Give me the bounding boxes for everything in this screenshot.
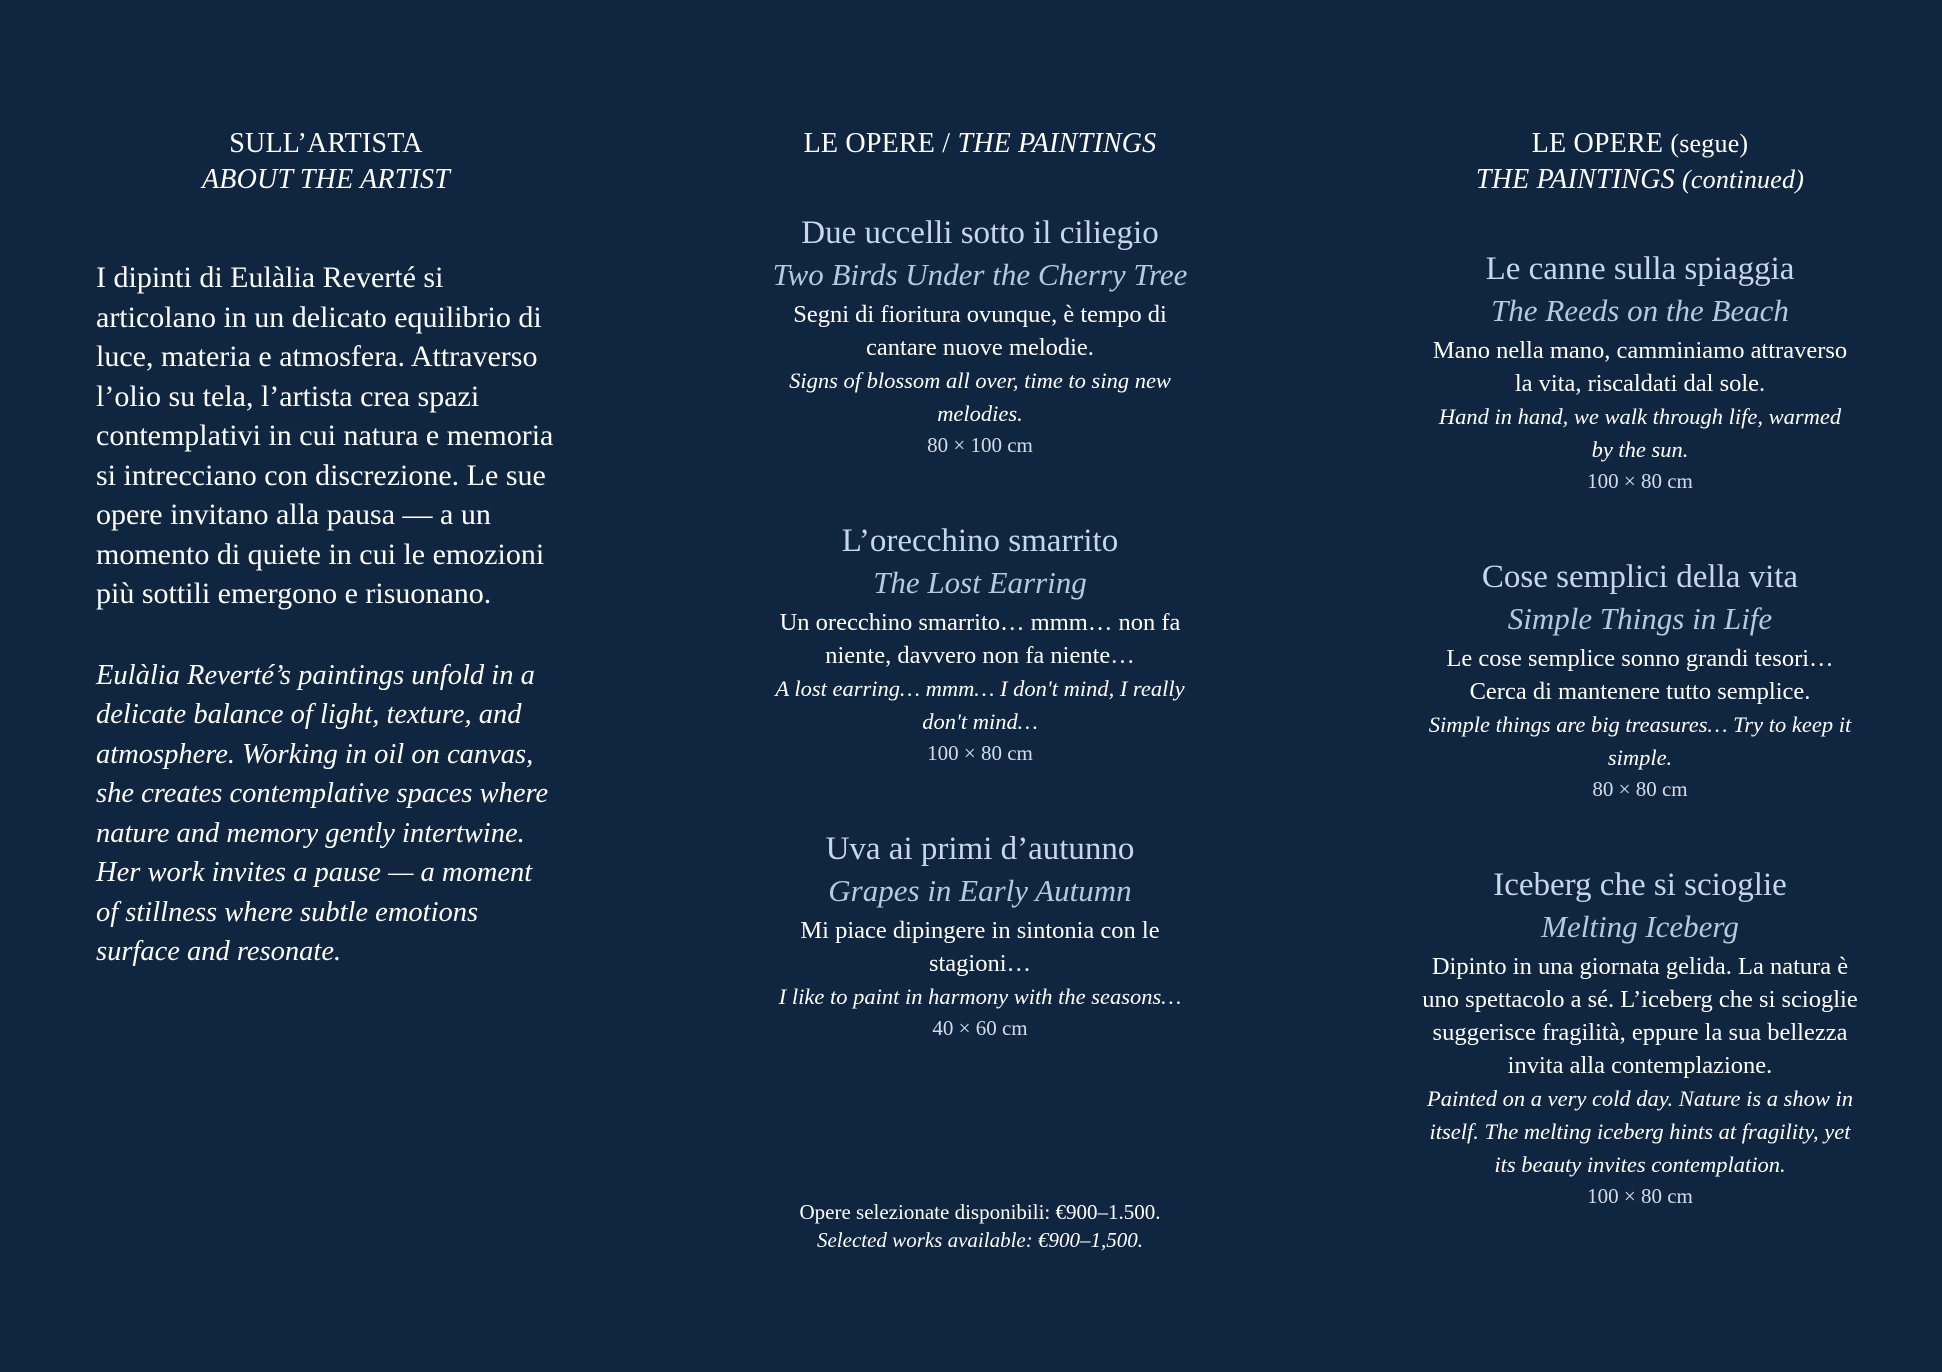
painting-description-italian: Mano nella mano, camminiamo attraverso la vita, riscaldati dal sole. (1432, 337, 1848, 397)
paintings-continued-heading (1400, 126, 1880, 198)
painting-title-english: Simple Things in Life (1507, 601, 1773, 636)
painting-title-italian: Iceberg che si scioglie (1493, 867, 1787, 903)
painting-description-italian: Segni di fioritura ovunque, è tempo di cantare nuove melodie. (793, 301, 1167, 361)
painting-description-english: Signs of blossom all over, time to sing new melodies. (789, 368, 1171, 426)
painting-size: 40 × 60 cm (932, 1016, 1028, 1040)
artist-bio-english: Eulàlia Reverté’s paintings unfold in a delicate balance of light, texture, and atmosphere. Working in oil on canvas, she creates contemplative spaces where nature and memory gently intertwine. Her work invites a pause — a moment of stillness where subtle emotions surface and resonate. (96, 659, 549, 967)
heading-italian: LE OPERE (1531, 128, 1664, 159)
painting-title-italian: Uva ai primi d’autunno (825, 831, 1135, 867)
artist-bio-italian: I dipinti di Eulàlia Reverté si articolano in un delicato equilibrio di luce, materia e atmosfera. Attraverso l’olio su tela, l’artista crea spazi contemplativi in cui natura e memoria si intrecciano con discrezione. Le sue opere invitano alla pausa — a un momento di quiete in cui le emozioni più sottili emergono e risuonano. (96, 261, 554, 610)
painting-description-italian: Mi piace dipingere in sintonia con le stagioni… (800, 917, 1160, 977)
painting-entry (740, 520, 1220, 768)
painting-description-italian: Le cose semplice sonno grandi tesori… Cerca di mantenere tutto semplice. (1446, 645, 1834, 705)
painting-size: 80 × 100 cm (927, 433, 1033, 457)
painting-title-italian: Due uccelli sotto il ciliegio (801, 215, 1159, 251)
painting-title-italian: Le canne sulla spiaggia (1485, 251, 1795, 287)
heading-english: THE PAINTINGS (1475, 164, 1675, 195)
availability-english: Selected works available: €900–1,500. (816, 1228, 1143, 1252)
painting-title-english: The Lost Earring (873, 565, 1087, 600)
heading-english: THE PAINTINGS (957, 128, 1157, 159)
painting-title-english: The Reeds on the Beach (1491, 293, 1789, 328)
painting-description-italian: Dipinto in una giornata gelida. La natura è uno spettacolo a sé. L’iceberg che si scioglie suggerisce fragilità, eppure la sua bellezza invita alla contemplazione. (1422, 953, 1858, 1079)
availability-note (740, 1198, 1220, 1254)
painting-size: 100 × 80 cm (927, 741, 1033, 765)
painting-size: 100 × 80 cm (1587, 469, 1693, 493)
painting-description-italian: Un orecchino smarrito… mmm… non fa niente, davvero non fa niente… (779, 609, 1181, 669)
painting-title-english: Melting Iceberg (1541, 909, 1739, 944)
heading-english-suffix: (continued) (1682, 165, 1805, 194)
painting-title-italian: L’orecchino smarrito (841, 523, 1119, 559)
painting-description-english: A lost earring… mmm… I don't mind, I really don't mind… (775, 676, 1185, 734)
painting-entry (1400, 556, 1880, 804)
painting-description-english: I like to paint in harmony with the seasons… (778, 984, 1182, 1009)
painting-title-english: Two Birds Under the Cherry Tree (772, 257, 1188, 292)
heading-italian: LE OPERE / (803, 128, 951, 159)
paintings-heading (740, 126, 1220, 162)
painting-description-english: Simple things are big treasures… Try to keep it simple. (1428, 712, 1852, 770)
availability-italian: Opere selezionate disponibili: €900–1.500. (799, 1200, 1161, 1224)
painting-entry (740, 828, 1220, 1043)
paintings-column (740, 126, 1220, 1043)
about-artist-heading (96, 126, 556, 198)
heading-italian: SULL’ARTISTA (229, 128, 423, 159)
paintings-continued-column (1400, 126, 1880, 1211)
painting-description-english: Hand in hand, we walk through life, warmed by the sun. (1438, 404, 1842, 462)
heading-english: ABOUT THE ARTIST (202, 164, 450, 195)
painting-size: 80 × 80 cm (1592, 777, 1688, 801)
painting-entry (1400, 248, 1880, 496)
painting-description-english: Painted on a very cold day. Nature is a show in itself. The melting iceberg hints at fragility, yet its beauty invites contemplation. (1427, 1086, 1853, 1177)
painting-size: 100 × 80 cm (1587, 1184, 1693, 1208)
painting-title-english: Grapes in Early Autumn (828, 873, 1132, 908)
painting-entry (1400, 864, 1880, 1211)
heading-italian-suffix: (segue) (1670, 129, 1749, 158)
painting-entry (740, 212, 1220, 460)
about-artist-column (96, 126, 556, 972)
painting-title-italian: Cose semplici della vita (1481, 559, 1799, 595)
